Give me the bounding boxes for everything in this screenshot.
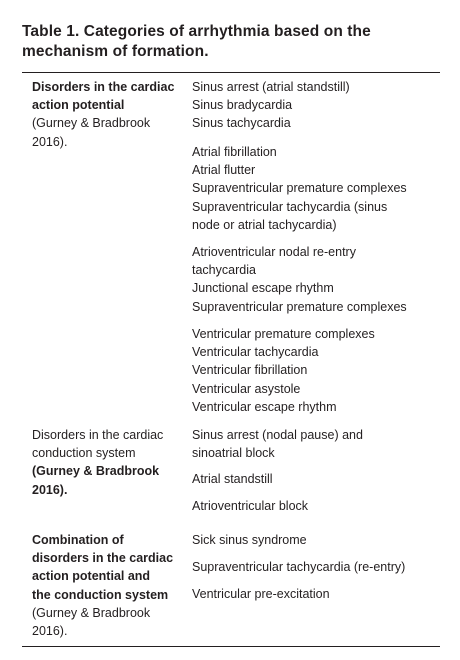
row-1-group-3-item-3: Junctional escape rhythm bbox=[192, 281, 334, 296]
row-1-group-1-item-3: Sinus tachycardia bbox=[192, 116, 291, 131]
table-title bbox=[22, 22, 432, 62]
row-2-citation-line-1: (Gurney & Bradbrook bbox=[32, 464, 160, 479]
row-3-label-line-2: disorders in the cardiac bbox=[32, 551, 174, 566]
row-3-item-2: Supraventricular tachycardia (re-entry) bbox=[192, 560, 406, 574]
row-1-category-cell bbox=[32, 78, 182, 151]
row-3-item-group-1 bbox=[192, 531, 437, 549]
row-2-category-cell bbox=[32, 426, 182, 499]
row-1-label-line-2: action potential bbox=[32, 98, 125, 113]
row-3-item-group-3 bbox=[192, 585, 437, 603]
row-1-group-3-item-1: Atrioventricular nodal re-entry bbox=[192, 245, 356, 259]
row-3-item-group-2 bbox=[192, 558, 437, 576]
row-1-group-3-item-2: tachycardia bbox=[192, 263, 256, 278]
row-3-label-line-1: Combination of bbox=[32, 533, 124, 547]
row-1-group-2-item-5: node or atrial tachycardia) bbox=[192, 217, 337, 232]
row-1-group-1 bbox=[192, 78, 437, 133]
row-1-group-4-item-5: Ventricular escape rhythm bbox=[192, 399, 337, 414]
row-1-group-3-item-4: Supraventricular premature complexes bbox=[192, 299, 407, 314]
row-2-item-group-2 bbox=[192, 470, 437, 488]
row-3-citation-line-2: 2016). bbox=[32, 624, 68, 639]
table-top-rule bbox=[22, 72, 440, 73]
row-1-group-4-item-2: Ventricular tachycardia bbox=[192, 345, 319, 360]
row-2-item-2: sinoatrial block bbox=[192, 446, 275, 461]
row-3-citation-line-1: (Gurney & Bradbrook bbox=[32, 605, 151, 620]
row-2-label-line-2: conduction system bbox=[32, 446, 136, 461]
row-2-item-4: Atrioventricular block bbox=[192, 499, 309, 513]
table-bottom-rule bbox=[22, 646, 440, 647]
row-1-group-2-item-3: Supraventricular premature complexes bbox=[192, 181, 407, 196]
row-1-group-4-item-1: Ventricular premature complexes bbox=[192, 327, 375, 341]
row-1-group-1-item-1: Sinus arrest (atrial standstill) bbox=[192, 80, 350, 94]
row-1-group-3 bbox=[192, 243, 437, 316]
row-1-group-4 bbox=[192, 325, 437, 416]
row-2-item-1: Sinus arrest (nodal pause) and bbox=[192, 428, 363, 442]
row-2-item-3: Atrial standstill bbox=[192, 472, 273, 486]
row-1-group-2 bbox=[192, 143, 437, 234]
row-1-group-4-item-4: Ventricular asystole bbox=[192, 381, 301, 396]
row-1-group-2-item-1: Atrial fibrillation bbox=[192, 145, 277, 159]
row-3-category-cell bbox=[32, 531, 182, 640]
table-title-line-1: Table 1. Categories of arrhythmia based on the bbox=[22, 23, 371, 40]
row-2-label-line-1: Disorders in the cardiac bbox=[32, 428, 164, 442]
row-3-label-line-3: action potential and bbox=[32, 569, 151, 584]
row-2-citation-line-2: 2016). bbox=[32, 482, 68, 497]
row-1-group-2-item-2: Atrial flutter bbox=[192, 163, 256, 178]
table-title-line-2: mechanism of formation. bbox=[22, 43, 209, 60]
row-1-group-1-item-2: Sinus bradycardia bbox=[192, 98, 293, 113]
row-2-item-group-1 bbox=[192, 426, 437, 462]
row-2-item-group-3 bbox=[192, 497, 437, 515]
row-3-item-1: Sick sinus syndrome bbox=[192, 533, 307, 547]
row-1-citation-line-1: (Gurney & Bradbrook bbox=[32, 116, 151, 131]
row-1-citation-line-2: 2016). bbox=[32, 134, 68, 149]
row-1-group-4-item-3: Ventricular fibrillation bbox=[192, 363, 308, 378]
row-3-label-line-4: the conduction system bbox=[32, 587, 169, 602]
row-3-item-3: Ventricular pre-excitation bbox=[192, 587, 330, 601]
row-1-label-line-1: Disorders in the cardiac bbox=[32, 80, 175, 94]
row-1-group-2-item-4: Supraventricular tachycardia (sinus bbox=[192, 199, 388, 214]
